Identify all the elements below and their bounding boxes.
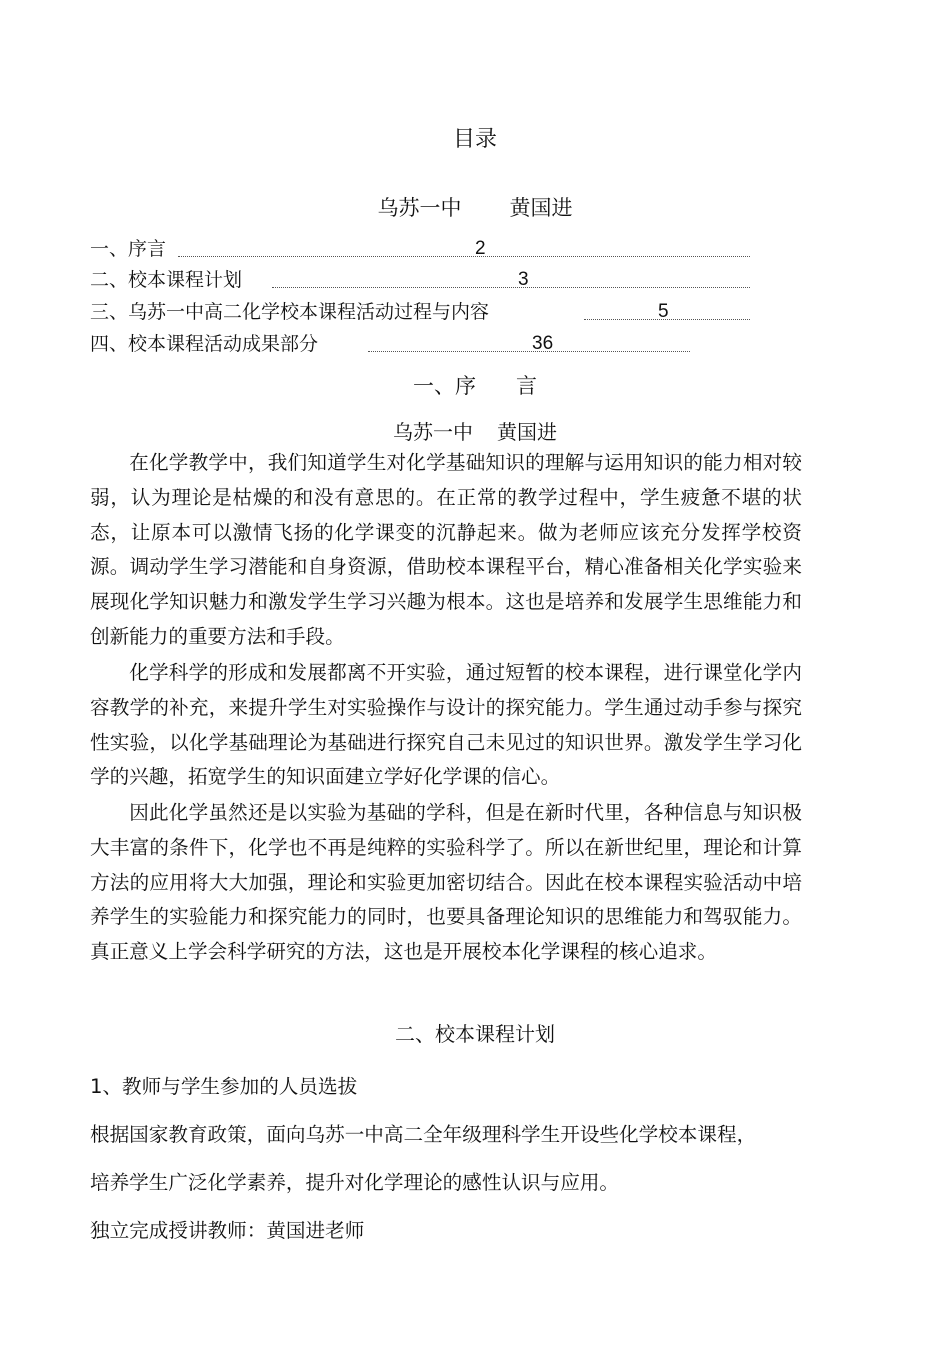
paragraph-2: 化学科学的形成和发展都离不开实验，通过短暂的校本课程，进行课堂化学内容教学的补充，来提升学生对实验操作与设计的探究能力。学生通过动手参与探究性实验，以化学基础理论为基础进行探究自己未见过的知识世界。激发学生学习化学的兴趣，拓宽学生的知识面建立学好化学课的信心。 [90, 661, 802, 789]
toc-school: 乌苏一中 [377, 196, 462, 220]
toc-entry-page: 2 [475, 238, 486, 259]
toc-entry-2[interactable] [90, 265, 750, 295]
toc-entry-1[interactable] [90, 234, 750, 264]
toc-entry-4[interactable] [90, 329, 690, 359]
section1-school: 乌苏一中 [393, 420, 473, 444]
toc-leader-dots [272, 265, 750, 288]
toc-entry-3[interactable] [90, 297, 750, 327]
section2-heading: 二、校本课程计划 [395, 1022, 555, 1046]
toc-entry-label: 二、校本课程计划 [90, 269, 243, 291]
section2-line-1: 根据国家教育政策，面向乌苏一中高二全年级理科学生开设些化学校本课程， [90, 1123, 757, 1146]
toc-entry-label: 三、乌苏一中高二化学校本课程活动过程与内容 [90, 301, 490, 323]
section1-author-line [0, 416, 950, 445]
section2-line-2: 培养学生广泛化学素养，提升对化学理论的感性认识与应用。 [90, 1171, 620, 1194]
toc-leader-dots [368, 329, 690, 352]
section1-author: 黄国进 [497, 420, 557, 444]
toc-leader-dots [178, 234, 750, 257]
toc-entry-label: 四、校本课程活动成果部分 [90, 333, 319, 355]
section2-item-1: 1、教师与学生参加的人员选拔 [90, 1075, 358, 1098]
toc-entry-page: 5 [658, 301, 669, 322]
toc-author: 黄国进 [509, 196, 573, 220]
toc-entry-page: 36 [532, 333, 554, 354]
toc-entry-page: 3 [518, 269, 529, 290]
toc-entry-label: 一、序言 [90, 238, 167, 260]
toc-title: 目录 [452, 127, 497, 152]
section1-heading: 一、序 言 [413, 374, 537, 398]
paragraph-1: 在化学教学中，我们知道学生对化学基础知识的理解与运用知识的能力相对较弱，认为理论是枯燥的和没有意思的。在正常的教学过程中，学生疲惫不堪的状态，让原本可以激情飞扬的化学课变的沉静起来。做为老师应该充分发挥学校资源。调动学生学习潜能和自身资源，借助校本课程平台，精心准备相关化学实验来展现化学知识魅力和激发学生学习兴趣为根本。这也是培养和发展学生思维能力和创新能力的重要方法和手段。 [90, 451, 802, 648]
toc-author-line [0, 192, 950, 222]
section2-line-3: 独立完成授讲教师：黄国进老师 [90, 1219, 365, 1242]
paragraph-3: 因此化学虽然还是以实验为基础的学科，但是在新时代里，各种信息与知识极大丰富的条件下，化学也不再是纯粹的实验科学了。所以在新世纪里，理论和计算方法的应用将大大加强，理论和实验更加密切结合。因此在校本课程实验活动中培养学生的实验能力和探究能力的同时，也要具备理论知识的思维能力和驾驭能力。真正意义上学会科学研究的方法，这也是开展校本化学课程的核心追求。 [90, 801, 802, 964]
